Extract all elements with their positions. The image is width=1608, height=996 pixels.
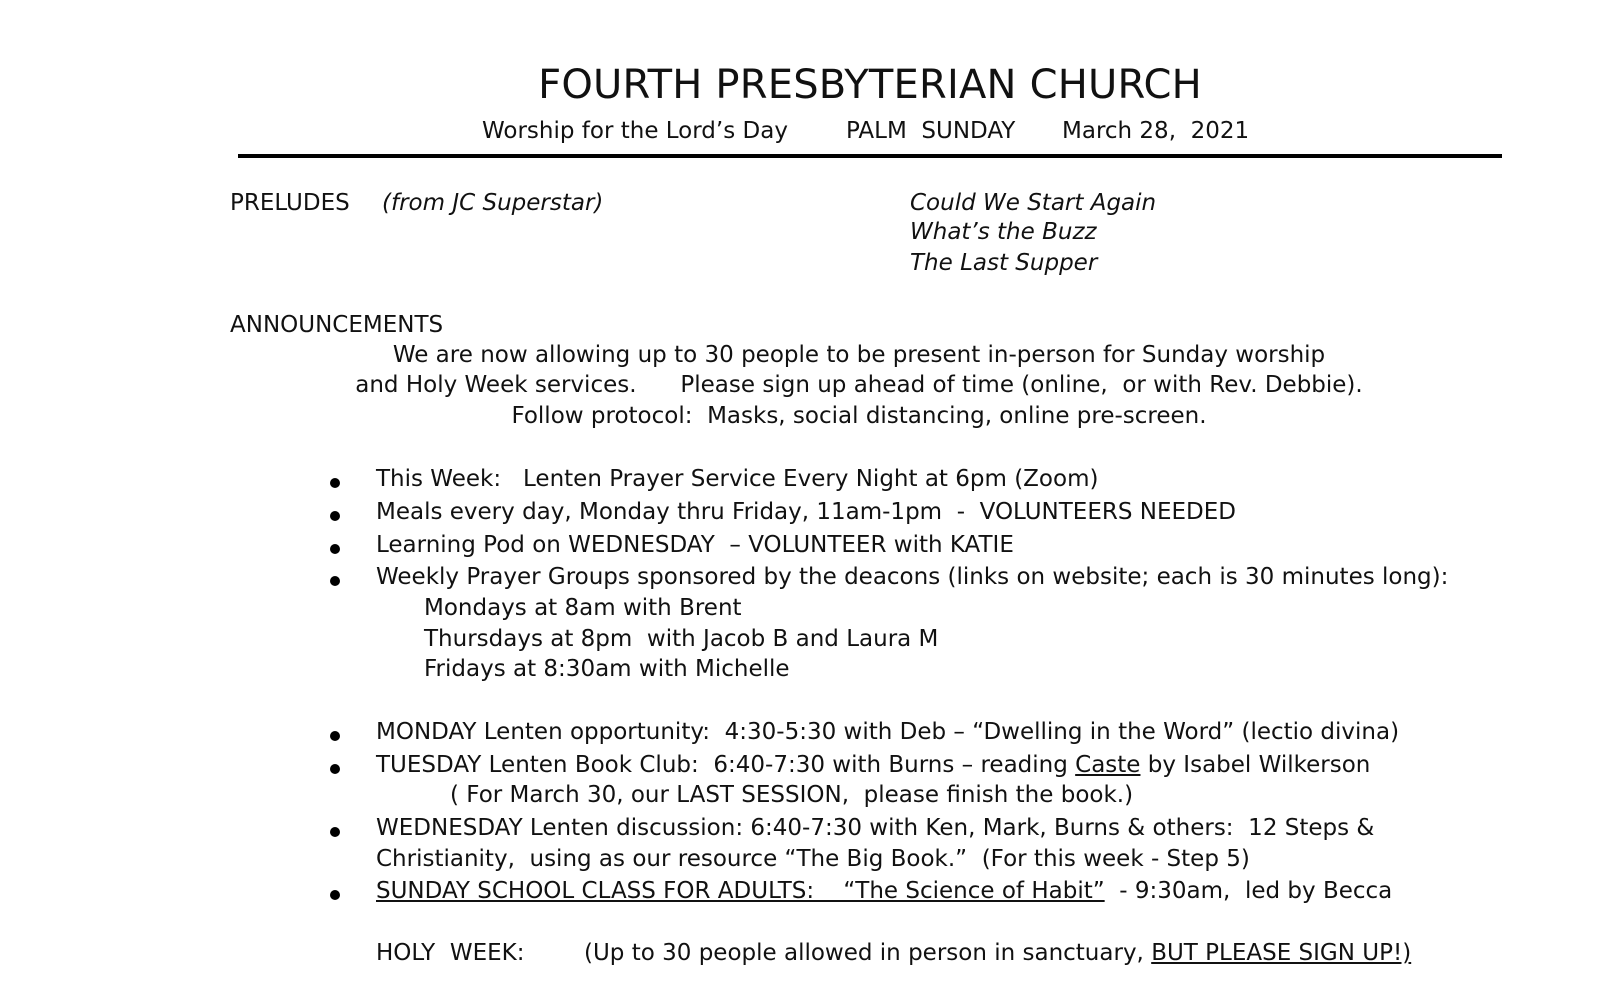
holy-week-label: HOLY WEEK: (376, 940, 525, 966)
preludes-label: PRELUDES (230, 190, 350, 216)
announcements-label: ANNOUNCEMENTS (230, 312, 444, 338)
bullet-marker (330, 511, 340, 521)
holy-week-text (584, 940, 1411, 966)
subtitle-worship: Worship for the Lord’s Day (482, 118, 788, 144)
bullet-item-monday: MONDAY Lenten opportunity: 4:30-5:30 with Deb – “Dwelling in the Word” (lectio divina) (376, 719, 1400, 745)
bullet-marker (330, 576, 340, 586)
holy-week-signup: BUT PLEASE SIGN UP!) (1151, 940, 1412, 966)
bullet-item-this-week: This Week: Lenten Prayer Service Every Night at 6pm (Zoom) (376, 466, 1099, 492)
bullet-item-learning-pod: Learning Pod on WEDNESDAY – VOLUNTEER with KATIE (376, 532, 1014, 558)
prelude-piece: What’s the Buzz (910, 219, 1097, 245)
bullet-marker (330, 764, 340, 774)
prayer-group-item: Thursdays at 8pm with Jacob B and Laura M (424, 626, 939, 652)
sunday-school-link[interactable]: SUNDAY SCHOOL CLASS FOR ADULTS: “The Science of Habit” (376, 878, 1105, 904)
sunday-school-details: - 9:30am, led by Becca (1104, 878, 1393, 904)
bullet-item-wednesday: WEDNESDAY Lenten discussion: 6:40-7:30 with Ken, Mark, Burns & others: 12 Steps & (376, 815, 1375, 841)
bullet-item-prayer-groups: Weekly Prayer Groups sponsored by the deacons (links on website; each is 30 minutes long): (376, 564, 1449, 590)
announcement-intro-line: and Holy Week services. Please sign up ahead of time (online, or with Rev. Debbie). (355, 372, 1363, 398)
bullet-marker (330, 827, 340, 837)
bullet-marker (330, 731, 340, 741)
bullet-item-sunday-school (376, 878, 1392, 904)
announcement-intro-line: Follow protocol: Masks, social distancing, online pre-screen. (511, 403, 1207, 429)
tuesday-text: TUESDAY Lenten Book Club: 6:40-7:30 with Burns – reading (376, 752, 1076, 778)
prelude-piece: Could We Start Again (910, 190, 1157, 216)
subtitle-date: March 28, 2021 (1062, 118, 1250, 144)
tuesday-author: by Isabel Wilkerson (1140, 752, 1371, 778)
tuesday-note: ( For March 30, our LAST SESSION, please finish the book.) (450, 782, 1134, 808)
holy-week-capacity: (Up to 30 people allowed in person in sanctuary, (584, 940, 1152, 966)
prayer-group-item: Fridays at 8:30am with Michelle (424, 656, 790, 682)
preludes-source: (from JC Superstar) (382, 190, 604, 216)
bullet-item-tuesday (376, 752, 1370, 778)
announcement-intro-line: We are now allowing up to 30 people to be present in-person for Sunday worship (392, 342, 1326, 368)
subtitle-occasion: PALM SUNDAY (846, 118, 1016, 144)
bullet-marker (330, 478, 340, 488)
prayer-group-item: Mondays at 8am with Brent (424, 595, 742, 621)
bullet-item-meals: Meals every day, Monday thru Friday, 11am-1pm - VOLUNTEERS NEEDED (376, 499, 1236, 525)
bullet-marker (330, 544, 340, 554)
prelude-piece: The Last Supper (910, 250, 1098, 276)
wednesday-continued: Christianity, using as our resource “The Big Book.” (For this week - Step 5) (376, 846, 1250, 872)
page-title: FOURTH PRESBYTERIAN CHURCH (538, 62, 1202, 108)
header-rule (238, 154, 1502, 158)
book-title-caste: Caste (1075, 752, 1141, 778)
bullet-marker (330, 890, 340, 900)
